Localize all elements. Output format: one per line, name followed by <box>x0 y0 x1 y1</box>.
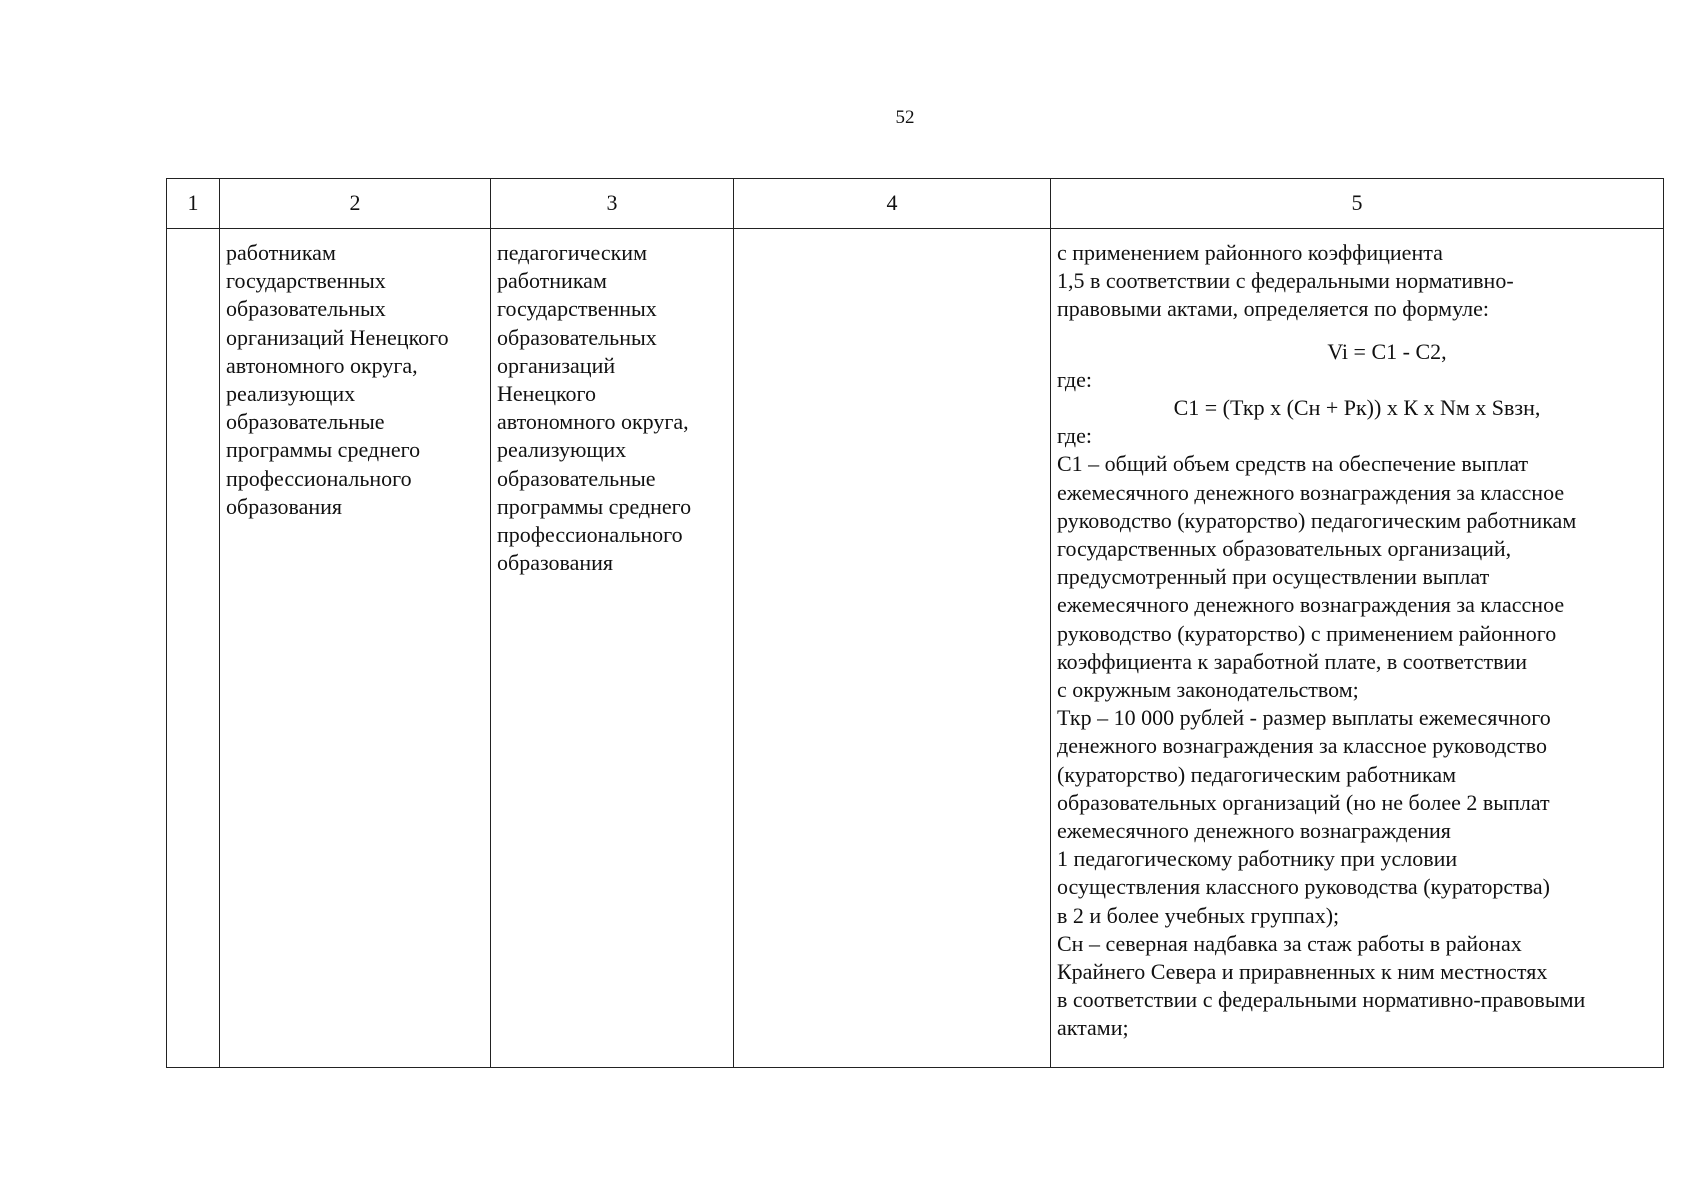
table-header-row <box>167 179 1664 229</box>
header-cell-1: 1 <box>167 179 220 229</box>
header-cell-5: 5 <box>1051 179 1664 229</box>
header-cell-3: 3 <box>491 179 734 229</box>
recipients-text: работникам государственных образовательных организаций Ненецкого автономного округа, реализующих образовательные программы среднего профессионального образования <box>226 240 449 519</box>
formula-c1: C1 = (Ткр x (Сн + Рк)) x К x Nм x Sвзн, <box>1173 395 1541 421</box>
cell-col1 <box>167 229 220 1068</box>
cell-col2 <box>220 229 491 1068</box>
formula-vi: Vi = C1 - C2, <box>1327 338 1447 364</box>
header-cell-4: 4 <box>734 179 1051 229</box>
cell-col4 <box>734 229 1051 1068</box>
where-label: где: <box>1057 366 1092 392</box>
where-label: где: <box>1057 423 1092 449</box>
header-cell-2: 2 <box>220 179 491 229</box>
document-table <box>166 178 1664 1068</box>
calculation-intro: с применением районного коэффициента 1,5 в соответствии с федеральными нормативно- правовыми актами, определяется по формуле: <box>1057 240 1514 322</box>
beneficiaries-text: педагогическим работникам государственных образовательных организаций Ненецкого автономного округа, реализующих образовательные программы среднего профессионального образования <box>497 240 692 576</box>
table-row <box>167 229 1664 1068</box>
cell-col3 <box>491 229 734 1068</box>
page-number: 52 <box>895 107 915 128</box>
definitions-text: C1 – общий объем средств на обеспечение выплат ежемесячного денежного вознаграждения за классное руководство (кураторство) педагогическим работникам государственных образовательных организаций, предусмотренный при осуществлении выплат ежемесячного денежного вознаграждения за классное руководство (кураторство) с применением районного коэффициента к заработной плате, в соответствии с окружным законодательством; Ткр – 10 000 рублей - размер выплаты ежемесячного денежного вознаграждения за классное руководство (кураторство) педагогическим работникам образовательных организаций (но не более 2 выплат ежемесячного денежного вознаграждения 1 педагогическому работнику при условии осуществления классного руководства (кураторства) в 2 и более учебных группах); Сн – северная надбавка за стаж работы в районах Крайнего Севера и приравненных к ним местностях в соответствии с федеральными нормативно-правовыми актами; <box>1057 451 1586 1041</box>
cell-col5 <box>1051 229 1664 1068</box>
